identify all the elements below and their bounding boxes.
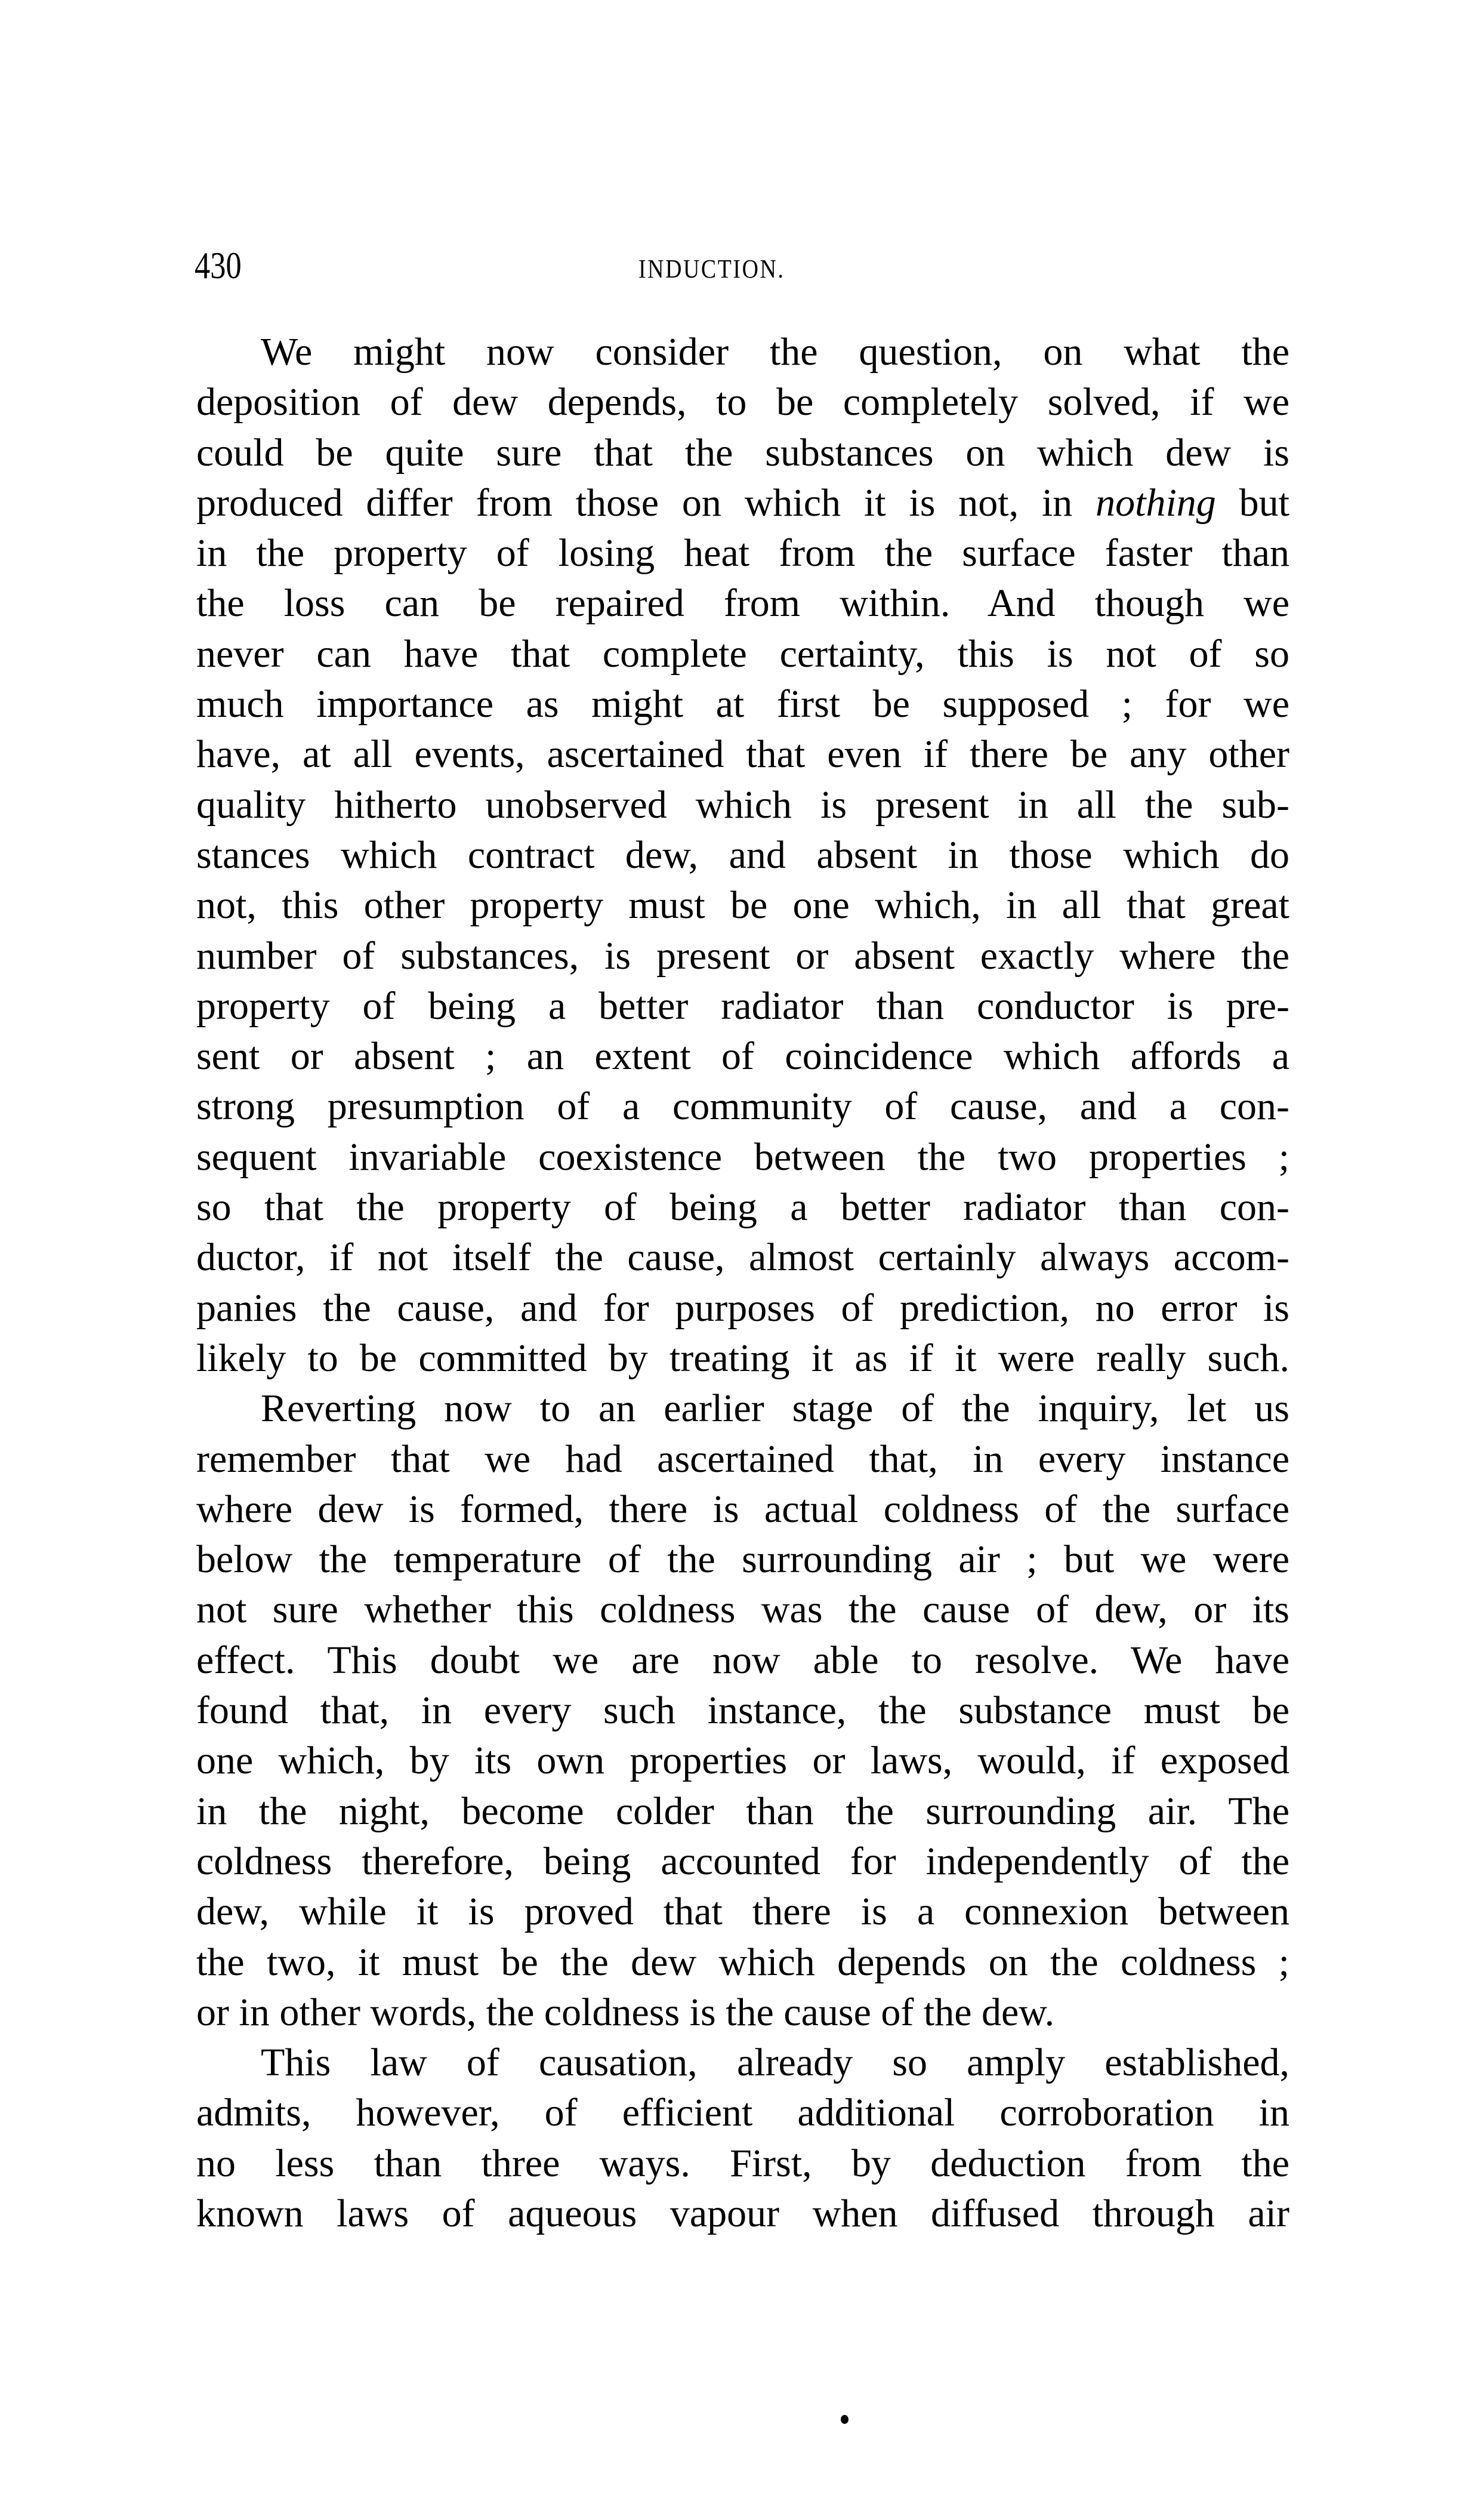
text-line: deposition of dew depends, to be completely solved, if we (196, 380, 1289, 424)
text-line: produced differ from those on which it is not, in nothing but (196, 480, 1289, 525)
text-line: dew, while it is proved that there is a connexion between (196, 1890, 1289, 1934)
text-line: in the night, become colder than the surrounding air. The (196, 1789, 1289, 1833)
text-line: We might now consider the question, on what the (261, 330, 1289, 374)
text-line: have, at all events, ascertained that even if there be any other (196, 732, 1289, 777)
text-line: admits, however, of efficient additional corroboration in (196, 2091, 1289, 2135)
text-line: found that, in every such instance, the substance must be (196, 1689, 1289, 1733)
text-line: panies the cause, and for purposes of prediction, no error is (196, 1286, 1289, 1330)
italic-emphasis: nothing (1096, 480, 1216, 525)
text-line: so that the property of being a better radiator than con- (196, 1185, 1289, 1230)
text-line: never can have that complete certainty, this is not of so (196, 631, 1289, 676)
text-line: property of being a better radiator than conductor is pre- (196, 984, 1289, 1028)
running-head (195, 242, 1289, 289)
text-line: Reverting now to an earlier stage of the inquiry, let us (261, 1387, 1289, 1431)
text-line: quality hitherto unobserved which is present in all the sub- (196, 783, 1289, 827)
text-line: This law of causation, already so amply established, (261, 2041, 1289, 2085)
paragraph-2 (196, 1384, 1289, 2038)
text-line: not, this other property must be one which, in all that great (196, 883, 1289, 928)
text-line: known laws of aqueous vapour when diffused through air (196, 2191, 1289, 2235)
page-number: 430 (195, 244, 242, 286)
text-line: stances which contract dew, and absent in those which do (196, 833, 1289, 877)
ink-speck (841, 2415, 849, 2424)
text-line: could be quite sure that the substances on which dew is (196, 430, 1289, 475)
text-line: effect. This doubt we are now able to resolve. We have (196, 1638, 1289, 1682)
text-line: strong presumption of a community of cause, and a con- (196, 1085, 1289, 1129)
text-line: where dew is formed, there is actual coldness of the surface (196, 1487, 1289, 1531)
text-line: likely to be committed by treating it as if it were really such. (196, 1336, 1289, 1380)
body-text (196, 327, 1289, 2239)
text-line: the two, it must be the dew which depends on the coldness ; (196, 1940, 1289, 1984)
text-line: below the temperature of the surrounding air ; but we were (196, 1538, 1289, 1582)
text-line: number of substances, is present or absent exactly where the (196, 934, 1289, 978)
text-line: one which, by its own properties or laws, would, if exposed (196, 1739, 1289, 1783)
text-line: the loss can be repaired from within. And though we (196, 581, 1289, 626)
text-line: in the property of losing heat from the surface faster than (196, 531, 1289, 575)
text-line: no less than three ways. First, by deduction from the (196, 2141, 1289, 2185)
text-line: remember that we had ascertained that, in every instance (196, 1437, 1289, 1481)
text-line: not sure whether this coldness was the cause of dew, or its (196, 1588, 1289, 1632)
running-title: INDUCTION. (638, 254, 785, 284)
text-line: coldness therefore, being accounted for independently of the (196, 1839, 1289, 1883)
text-line: sequent invariable coexistence between the two properties ; (196, 1135, 1289, 1179)
text-line: much importance as might at first be supposed ; for we (196, 682, 1289, 726)
text-line: ductor, if not itself the cause, almost certainly always accom- (196, 1236, 1289, 1280)
paragraph-1 (196, 327, 1289, 1384)
text-line: sent or absent ; an extent of coincidence which affords a (196, 1034, 1289, 1079)
paragraph-3 (196, 2038, 1289, 2239)
text-line: or in other words, the coldness is the cause of the dew. (196, 1990, 1055, 2034)
